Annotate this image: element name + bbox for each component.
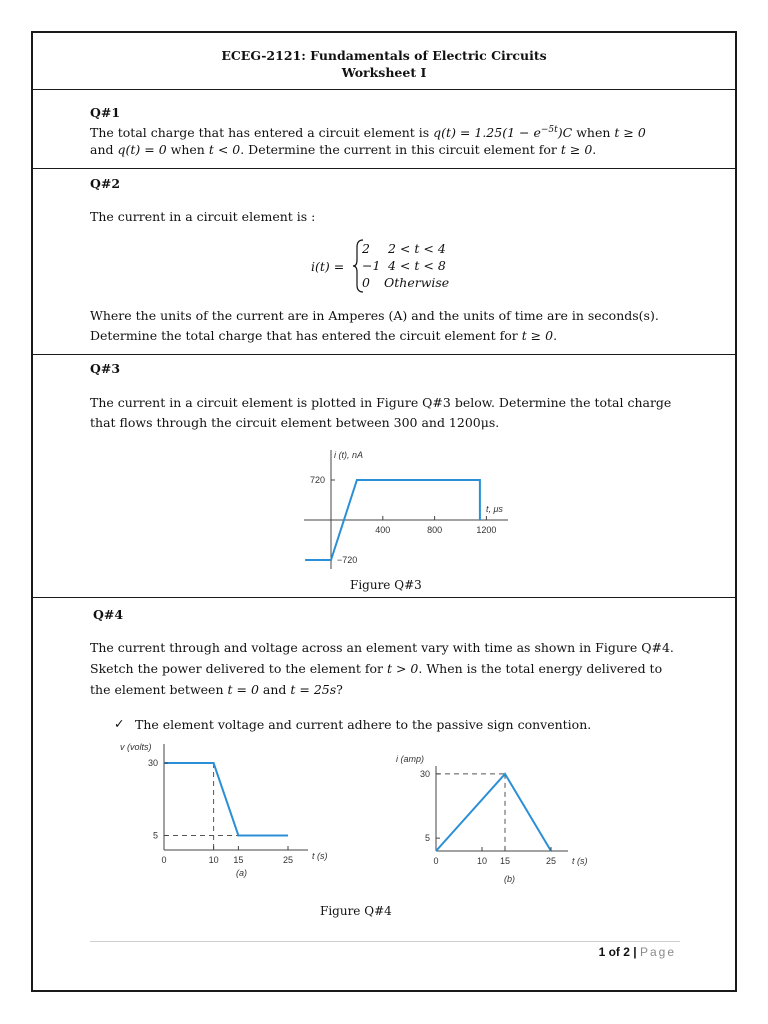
doc-subtitle: Worksheet I [341, 65, 427, 80]
q3-xtick-label: 800 [427, 525, 443, 535]
q2-case-value: 0 [362, 275, 370, 290]
q1-text: and [90, 142, 114, 157]
divider [31, 168, 737, 169]
q3-label: Q#3 [90, 361, 121, 376]
page-separator: | [633, 945, 637, 959]
q4a-xtick-label: 0 [161, 855, 167, 865]
q4-bullet: The element voltage and current adhere to the passive sign convention. [135, 717, 592, 732]
q4b-sublabel: (b) [504, 874, 515, 884]
q2-text: . [553, 328, 558, 343]
q1-text: . Determine the current in this circuit element for [240, 142, 557, 157]
q4a-xtick-label: 25 [282, 855, 294, 865]
q2-intro: The current in a circuit element is : [90, 209, 316, 224]
q4b-xtick-label: 25 [545, 856, 557, 866]
q2-case-value: 2 [362, 241, 370, 256]
q2-label: Q#2 [90, 176, 121, 191]
page-word: Page [639, 945, 676, 959]
q3-xlabel: t, μs [486, 504, 503, 514]
q4b-xtick-label: 15 [499, 856, 511, 866]
q2-line2 [90, 326, 557, 345]
q3-ytick-label: −720 [337, 555, 358, 565]
q4a-ylabel: v (volts) [120, 742, 152, 752]
q4-label: Q#4 [93, 607, 124, 622]
q4-caption: Figure Q#4 [320, 904, 392, 918]
q2-case-condition: Otherwise [384, 275, 450, 290]
q4-text: . When is the total energy delivered to [418, 661, 663, 676]
q4b-xtick-label: 0 [433, 856, 439, 866]
check-icon: ✓ [114, 716, 125, 731]
divider [31, 354, 737, 355]
q2-condition: t ≥ 0 [521, 328, 554, 343]
q1-exponent: −5t [540, 125, 558, 135]
page-number: 1 of 2 [598, 945, 630, 959]
q4-text: Sketch the power delivered to the element for [90, 661, 383, 676]
q4a-sublabel: (a) [236, 868, 247, 878]
q1-condition: t ≥ 0 [560, 142, 593, 157]
q1-label: Q#1 [90, 105, 121, 120]
q4-condition: t = 0 [227, 682, 259, 697]
q2-case-condition: 2 < t < 4 [388, 241, 446, 256]
q4a-xtick-label: 10 [208, 855, 219, 865]
q4b-ylabel: i (amp) [396, 754, 425, 764]
q3-xtick-label: 1200 [476, 525, 497, 535]
q2-line1: Where the units of the current are in Amperes (A) and the units of time are in seconds(s). [90, 308, 659, 323]
q4-condition: t > 0 [386, 661, 419, 676]
q1-equation-end: )C [557, 125, 573, 141]
q1-line2 [90, 140, 596, 159]
q1-condition: t < 0 [208, 142, 241, 157]
q1-text: . [592, 142, 597, 157]
q2-case-condition: 4 < t < 8 [388, 258, 446, 273]
q3-ytick-label: 720 [309, 475, 325, 485]
q4-chart-b [390, 752, 600, 887]
q4a-xlabel: t (s) [312, 851, 328, 861]
q4-line2 [90, 659, 662, 678]
q4-chart-a [118, 740, 348, 880]
q4a-ytick-label: 5 [152, 830, 158, 841]
q3-xtick-label: 400 [375, 525, 391, 535]
q4a-ytick-label: 30 [147, 758, 158, 768]
divider [31, 89, 737, 90]
q3-chart [296, 446, 516, 572]
q1-text: The total charge that has entered a circuit element is [90, 125, 430, 141]
q1-text: when [170, 142, 205, 157]
q3-line1: The current in a circuit element is plotted in Figure Q#3 below. Determine the total charge [90, 395, 672, 410]
q4-text: ? [336, 682, 343, 697]
footer-divider [90, 941, 680, 942]
q4a-xtick-label: 15 [233, 855, 244, 865]
q4b-data-line [436, 774, 551, 851]
page-footer [599, 945, 676, 959]
q4b-xlabel: t (s) [572, 856, 588, 866]
q1-equation: q(t) = 1.25(1 − e [433, 125, 541, 141]
q4-text: and [262, 682, 287, 697]
q2-lhs: i(t) = [311, 259, 345, 274]
q4-line3 [90, 680, 343, 699]
q2-case-value: −1 [362, 258, 381, 273]
q3-ylabel: i (t), nA [334, 450, 364, 460]
q1-equation: q(t) = 0 [117, 142, 167, 157]
q4b-xtick-label: 10 [476, 856, 488, 866]
q4b-ytick-label: 5 [424, 833, 430, 844]
q1-condition: t ≥ 0 [614, 125, 646, 141]
q3-line2: that flows through the circuit element between 300 and 1200μs. [90, 415, 500, 430]
q2-text: Determine the total charge that has entered the circuit element for [90, 328, 518, 343]
divider [31, 597, 737, 598]
q4a-data-line [164, 763, 288, 836]
q4b-ytick-label: 30 [419, 768, 430, 779]
q1-line1 [90, 121, 646, 142]
q4-condition: t = 25s [290, 682, 337, 697]
q4-text: the element between [90, 682, 224, 697]
q1-text: when [576, 125, 611, 141]
q4-line1: The current through and voltage across an element vary with time as shown in Figure Q#4. [90, 640, 674, 655]
q3-caption: Figure Q#3 [350, 578, 422, 592]
doc-title: ECEG-2121: Fundamentals of Electric Circuits [221, 48, 547, 63]
